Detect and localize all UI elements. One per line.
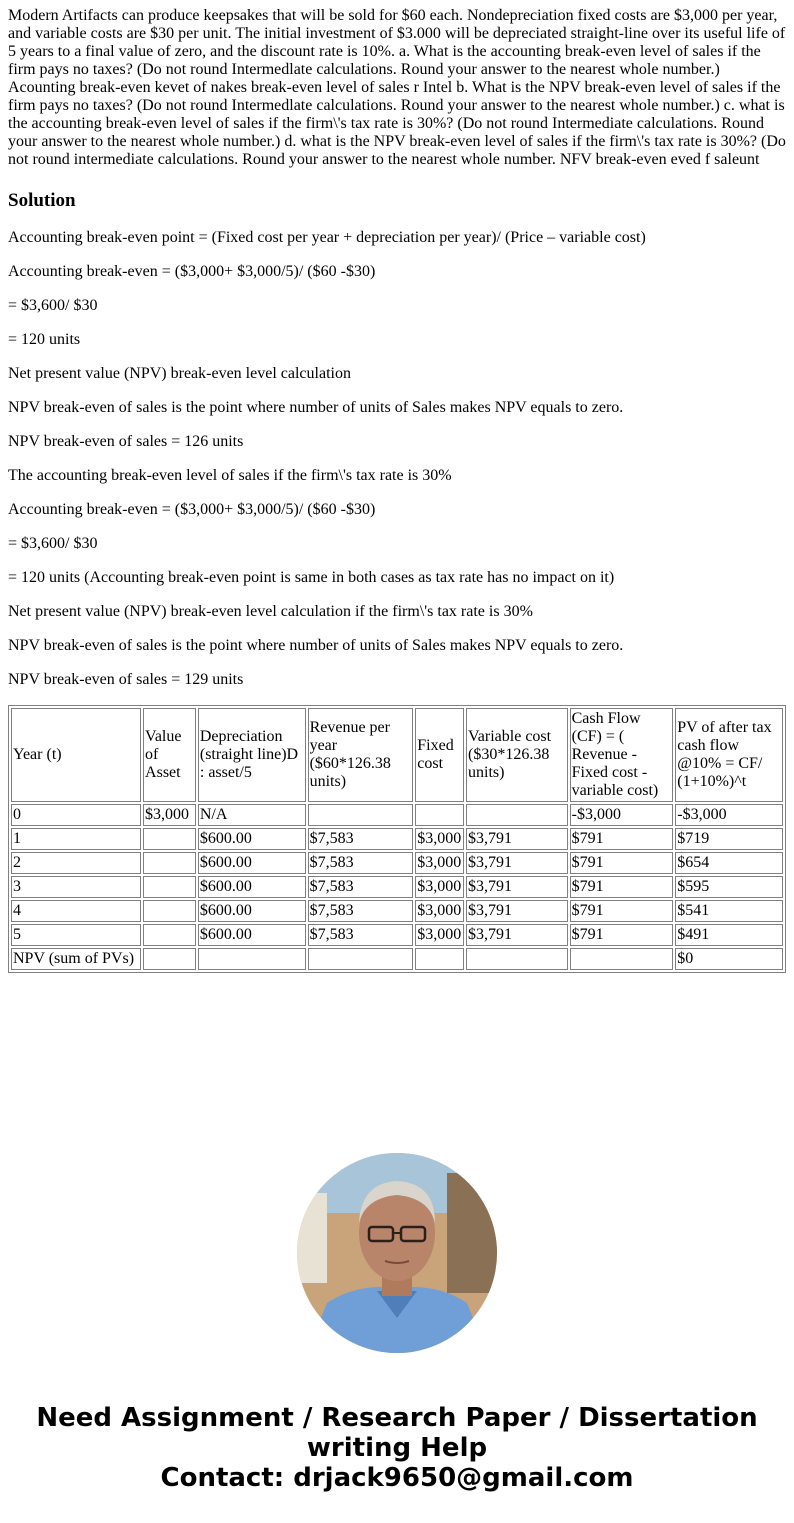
table-cell: $7,583 <box>308 828 414 850</box>
table-cell <box>143 948 196 970</box>
column-header: Variable cost ($30*126.38 units) <box>466 708 568 802</box>
table-cell: $541 <box>675 900 783 922</box>
table-cell: 0 <box>11 804 141 826</box>
solution-line: Accounting break-even = ($3,000+ $3,000/5)/ ($60 -$30) <box>8 263 376 280</box>
table-row <box>11 948 783 970</box>
table-cell <box>415 804 464 826</box>
column-header: Cash Flow (CF) = ( Revenue - Fixed cost - variable cost) <box>570 708 674 802</box>
table-cell: $791 <box>570 876 674 898</box>
table-cell: 3 <box>11 876 141 898</box>
table-cell <box>308 948 414 970</box>
table-cell <box>570 948 674 970</box>
table-cell: $600.00 <box>198 852 306 874</box>
table-cell <box>143 876 196 898</box>
advert-contact: Contact: drjack9650@gmail.com <box>160 1463 634 1493</box>
table-cell <box>466 804 568 826</box>
advert-line: Need Assignment / Research Paper / Dissertation <box>36 1403 758 1433</box>
table-row <box>11 876 783 898</box>
table-cell: $600.00 <box>198 876 306 898</box>
solution-line: NPV break-even of sales = 126 units <box>8 433 244 450</box>
table-cell: $600.00 <box>198 900 306 922</box>
table-cell: -$3,000 <box>675 804 783 826</box>
npv-table <box>8 705 786 973</box>
table-cell: $3,000 <box>415 852 464 874</box>
solution-line: NPV break-even of sales = 129 units <box>8 671 244 688</box>
table-cell: $3,791 <box>466 876 568 898</box>
column-header: PV of after tax cash flow @10% = CF/ (1+10%)^t <box>675 708 783 802</box>
solution-line: Accounting break-even = ($3,000+ $3,000/5)/ ($60 -$30) <box>8 501 376 518</box>
column-header: Fixed cost <box>415 708 464 802</box>
table-header-row <box>11 708 783 802</box>
question-text: Modern Artifacts can produce keepsakes that will be sold for $60 each. Nondepreciation fixed costs are $3,000 per year, and variable costs are $30 per unit. The initial investment of $3.000 will be depreciated straight-line over its useful life of 5 years to a final value of zero, and the discount rate is 10%. a. What is the accounting break-even level of sales if the firm pays no taxes? (Do not round Intermedlate calculations. Round your answer to the nearest whole number.) Acounting break-even kevet of nakes break-even level of sales r Intel b. What is the NPV break-even level of sales if the firm pays no taxes? (Do not round Intermedlate calculations. Round your answer to the nearest whole number.) c. what is the accounting break-even level of sales if the firm\'s tax rate is 30%? (Do not round Intermediate calculations. Round your answer to the nearest whole number.) d. what is the NPV break-even level of sales if the firm\'s tax rate is 30%? (Do not round intermediate calculations. Round your answer to the nearest whole number. NFV break-even eved f saleunt <box>8 7 786 168</box>
table-cell: $595 <box>675 876 783 898</box>
table-cell <box>466 948 568 970</box>
table-cell: $3,791 <box>466 852 568 874</box>
solution-line: = 120 units <box>8 331 81 348</box>
table-row <box>11 900 783 922</box>
table-cell <box>143 852 196 874</box>
table-cell: $3,791 <box>466 924 568 946</box>
solution-line: Accounting break-even point = (Fixed cost per year + depreciation per year)/ (Price – variable cost) <box>8 229 646 246</box>
table-cell <box>143 828 196 850</box>
table-cell: $0 <box>675 948 783 970</box>
table-cell: $7,583 <box>308 852 414 874</box>
table-cell: $3,000 <box>415 924 464 946</box>
solution-line: Net present value (NPV) break-even level calculation if the firm\'s tax rate is 30% <box>8 603 533 620</box>
table-row <box>11 804 783 826</box>
column-header: Year (t) <box>11 708 141 802</box>
table-cell: $7,583 <box>308 900 414 922</box>
column-header: Revenue per year ($60*126.38 units) <box>308 708 414 802</box>
table-cell <box>308 804 414 826</box>
table-cell: 1 <box>11 828 141 850</box>
table-cell: $600.00 <box>198 828 306 850</box>
avatar <box>297 1153 497 1353</box>
solution-line: The accounting break-even level of sales if the firm\'s tax rate is 30% <box>8 467 452 484</box>
table-cell <box>143 924 196 946</box>
table-row <box>11 924 783 946</box>
table-cell: $600.00 <box>198 924 306 946</box>
table-cell <box>415 948 464 970</box>
table-cell: $654 <box>675 852 783 874</box>
table-cell: N/A <box>198 804 306 826</box>
solution-line: = $3,600/ $30 <box>8 297 98 314</box>
table-cell: $791 <box>570 924 674 946</box>
table-cell: $3,000 <box>415 876 464 898</box>
solution-line: NPV break-even of sales is the point where number of units of Sales makes NPV equals to zero. <box>8 399 624 416</box>
table-cell: $791 <box>570 900 674 922</box>
table-cell: $3,791 <box>466 828 568 850</box>
table-cell: $3,000 <box>415 828 464 850</box>
table-cell: 2 <box>11 852 141 874</box>
solution-heading: Solution <box>8 190 76 211</box>
table-cell: NPV (sum of PVs) <box>11 948 141 970</box>
table-cell: $7,583 <box>308 876 414 898</box>
column-header: Depreciation (straight line)D : asset/5 <box>198 708 306 802</box>
advert-banner <box>0 1403 794 1493</box>
table-cell <box>198 948 306 970</box>
table-cell: $491 <box>675 924 783 946</box>
table-cell: $7,583 <box>308 924 414 946</box>
solution-line: Net present value (NPV) break-even level calculation <box>8 365 351 382</box>
table-cell: 4 <box>11 900 141 922</box>
table-cell: $3,000 <box>415 900 464 922</box>
table-row <box>11 828 783 850</box>
solution-line: = 120 units (Accounting break-even point is same in both cases as tax rate has no impact on it) <box>8 569 615 586</box>
column-header: Value of Asset <box>143 708 196 802</box>
table-cell: $3,791 <box>466 900 568 922</box>
table-cell: -$3,000 <box>570 804 674 826</box>
table-cell: $791 <box>570 828 674 850</box>
table-cell: $3,000 <box>143 804 196 826</box>
table-cell: $719 <box>675 828 783 850</box>
document-body <box>8 7 786 973</box>
avatar-photo <box>297 1153 497 1353</box>
advert-line: writing Help <box>306 1433 488 1463</box>
table-row <box>11 852 783 874</box>
solution-line: = $3,600/ $30 <box>8 535 98 552</box>
table-cell: $791 <box>570 852 674 874</box>
table-cell: 5 <box>11 924 141 946</box>
table-cell <box>143 900 196 922</box>
solution-line: NPV break-even of sales is the point where number of units of Sales makes NPV equals to zero. <box>8 637 624 654</box>
